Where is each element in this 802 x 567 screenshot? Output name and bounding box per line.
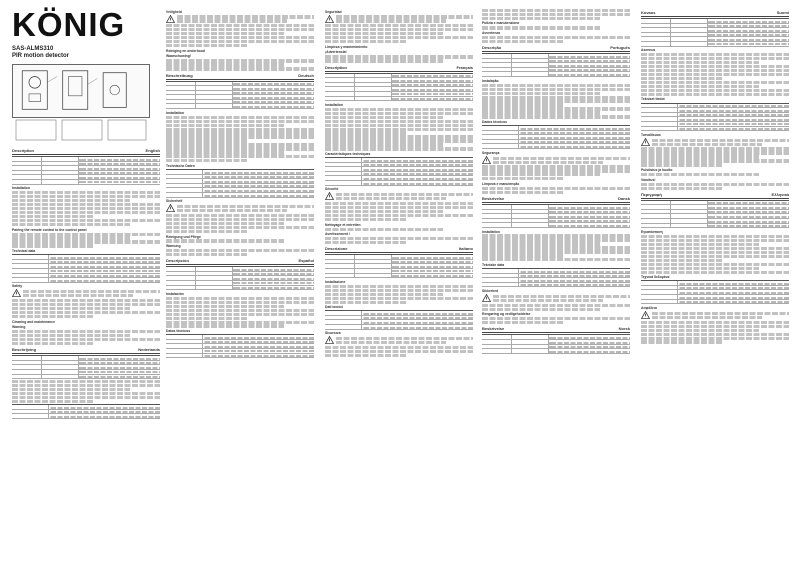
de-safety-heading: Sicherheit: [166, 199, 183, 204]
da-cleaning-heading: Rengøring og vedligeholdelse: [482, 312, 531, 317]
warning-triangle-icon: [641, 138, 650, 146]
warning-triangle-icon: [325, 336, 334, 344]
column-english: [12, 146, 160, 561]
product-diagram: [12, 64, 150, 118]
es-technical-table: [166, 334, 314, 358]
fr-safety-warning: [325, 192, 473, 201]
brand-name: KÖNIG: [12, 6, 126, 43]
it-safety-warning: [325, 336, 473, 345]
da-technical-heading: Tekniske data: [482, 262, 505, 267]
fr-installation-heading: Installation: [325, 102, 343, 107]
nl-cleaning-heading: Reiniging en onderhoud: [166, 48, 205, 53]
description-heading: Description English: [12, 148, 160, 153]
fr-description-table: [325, 73, 473, 102]
no-description-table: [482, 334, 630, 353]
el-technical-table: [641, 280, 789, 304]
pt-cleaning-heading: Limpeza e manutenção: [482, 181, 520, 186]
it-cleaning-heading: Pulizia e manutenzione: [482, 21, 520, 26]
pt-technical-table: [482, 125, 630, 149]
el-description-table: [641, 200, 789, 229]
nl-technical-table: [12, 404, 160, 419]
mounting-diagram: [12, 118, 150, 142]
column-5: [641, 8, 789, 563]
da-safety-heading: Sikkerhed: [482, 288, 499, 293]
es-installation-heading: Instalación: [166, 291, 184, 296]
warning-triangle-icon: [325, 15, 334, 23]
fi-technical-table: [641, 103, 789, 132]
el-safety-heading: Ασφάλεια: [641, 305, 657, 310]
pt-description-table: [482, 53, 630, 77]
es-warning-heading: ¡Advertencia!: [325, 50, 347, 55]
safety-warning: [12, 289, 160, 298]
product-code: SAS-ALMS310: [12, 46, 54, 52]
fr-safety-heading: Sécurité: [325, 187, 339, 192]
pt-installation-heading: Instalação: [482, 78, 499, 83]
it-technical-heading: Dati tecnici: [325, 305, 344, 310]
column-2: [166, 8, 314, 563]
de-warning-heading: Warnung: [166, 244, 181, 249]
de-safety-warning: [166, 204, 314, 213]
da-safety-warning: [482, 294, 630, 303]
fr-technical-table: [325, 157, 473, 186]
product-name: PIR motion detector: [12, 53, 70, 59]
es-safety-warning: [325, 15, 473, 24]
pt-description-heading: Descrição Português: [482, 45, 630, 51]
fi-safety-heading: Turvallisuus: [641, 132, 661, 137]
pt-safety-warning: [482, 156, 630, 165]
fr-description-heading: Description Français: [325, 64, 473, 70]
de-technical-table: [166, 169, 314, 198]
brand-logo: [12, 8, 130, 42]
da-technical-table: [482, 268, 630, 287]
el-technical-heading: Τεχνικά δεδομένα: [641, 275, 670, 280]
warning-triangle-icon: [482, 156, 491, 164]
safety-heading: Safety: [12, 284, 23, 289]
de-description-table: [166, 81, 314, 110]
es-safety-heading: Seguridad: [325, 9, 342, 14]
fr-cleaning-heading: Nettoyage et entretien: [325, 222, 361, 227]
es-description-table: [166, 266, 314, 290]
fi-technical-heading: Tekniset tiedot: [641, 97, 665, 102]
warning-triangle-icon: [166, 204, 175, 212]
es-description-heading: Descripción Español: [166, 258, 314, 264]
el-safety-warning: [641, 311, 789, 320]
warning-triangle-icon: [641, 311, 650, 319]
nl-safety-heading: Veiligheid: [166, 9, 182, 14]
es-cleaning-heading: Limpieza y mantenimiento: [325, 44, 368, 49]
no-description-heading: Beskrivelse Norsk: [482, 326, 630, 332]
column-3: [325, 8, 473, 563]
da-description-heading: Beskrivelse Dansk: [482, 196, 630, 202]
pt-safety-heading: Segurança: [482, 150, 500, 155]
installation-heading: Installation: [12, 186, 30, 191]
fi-installation-heading: Asennus: [641, 48, 656, 53]
warning-triangle-icon: [325, 192, 334, 200]
el-installation-heading: Εγκατάσταση: [641, 229, 663, 234]
warning-triangle-icon: [12, 289, 21, 297]
nl-warning-heading: Waarschuwing!: [166, 54, 191, 59]
de-description-heading: Beschreibung Deutsch: [166, 72, 314, 78]
pairing-heading: Pairing the remote control to the control panel: [12, 227, 87, 232]
description-table: [12, 156, 160, 185]
it-installation-heading: Installazione: [325, 279, 346, 284]
it-safety-heading: Sicurezza: [325, 331, 341, 336]
nl-safety-warning: [166, 15, 314, 24]
nl-description-heading: Beschrijving Nederlands: [12, 347, 160, 353]
fi-warning-heading: Varoitus!: [641, 177, 656, 182]
it-description-heading: Descrizione Italiano: [325, 246, 473, 252]
es-technical-heading: Datos técnicos: [166, 329, 191, 334]
column-4: [482, 8, 630, 563]
pt-technical-heading: Dados técnicos: [482, 120, 508, 125]
it-technical-table: [325, 310, 473, 329]
fr-technical-heading: Caractéristiques techniques: [325, 152, 371, 157]
fi-description-heading: Kuvaus Suomi: [641, 10, 789, 15]
nl-description-table: [12, 355, 160, 379]
warning-triangle-icon: [482, 294, 491, 302]
cleaning-heading: Cleaning and maintenance: [12, 319, 55, 324]
it-description-table: [325, 254, 473, 278]
da-installation-heading: Installation: [482, 229, 500, 234]
fr-warning-heading: Avertissement !: [325, 232, 351, 237]
technical-data-table: [12, 254, 160, 283]
technical-data-heading: Technical data: [12, 249, 36, 254]
de-technical-heading: Technische Daten: [166, 163, 195, 168]
warning-triangle-icon: [166, 15, 175, 23]
it-warning-heading: Avvertenza: [482, 31, 500, 36]
da-description-table: [482, 204, 630, 228]
de-installation-heading: Installation: [166, 110, 184, 115]
fi-cleaning-heading: Puhdistus ja huolto: [641, 168, 673, 173]
fi-safety-warning: [641, 138, 789, 147]
el-description-heading: Περιγραφή Ελληνικά: [641, 191, 789, 197]
de-cleaning-heading: Reinigung und Pflege: [166, 234, 201, 239]
warning-heading: Warning: [12, 325, 26, 330]
fi-description-table: [641, 18, 789, 47]
